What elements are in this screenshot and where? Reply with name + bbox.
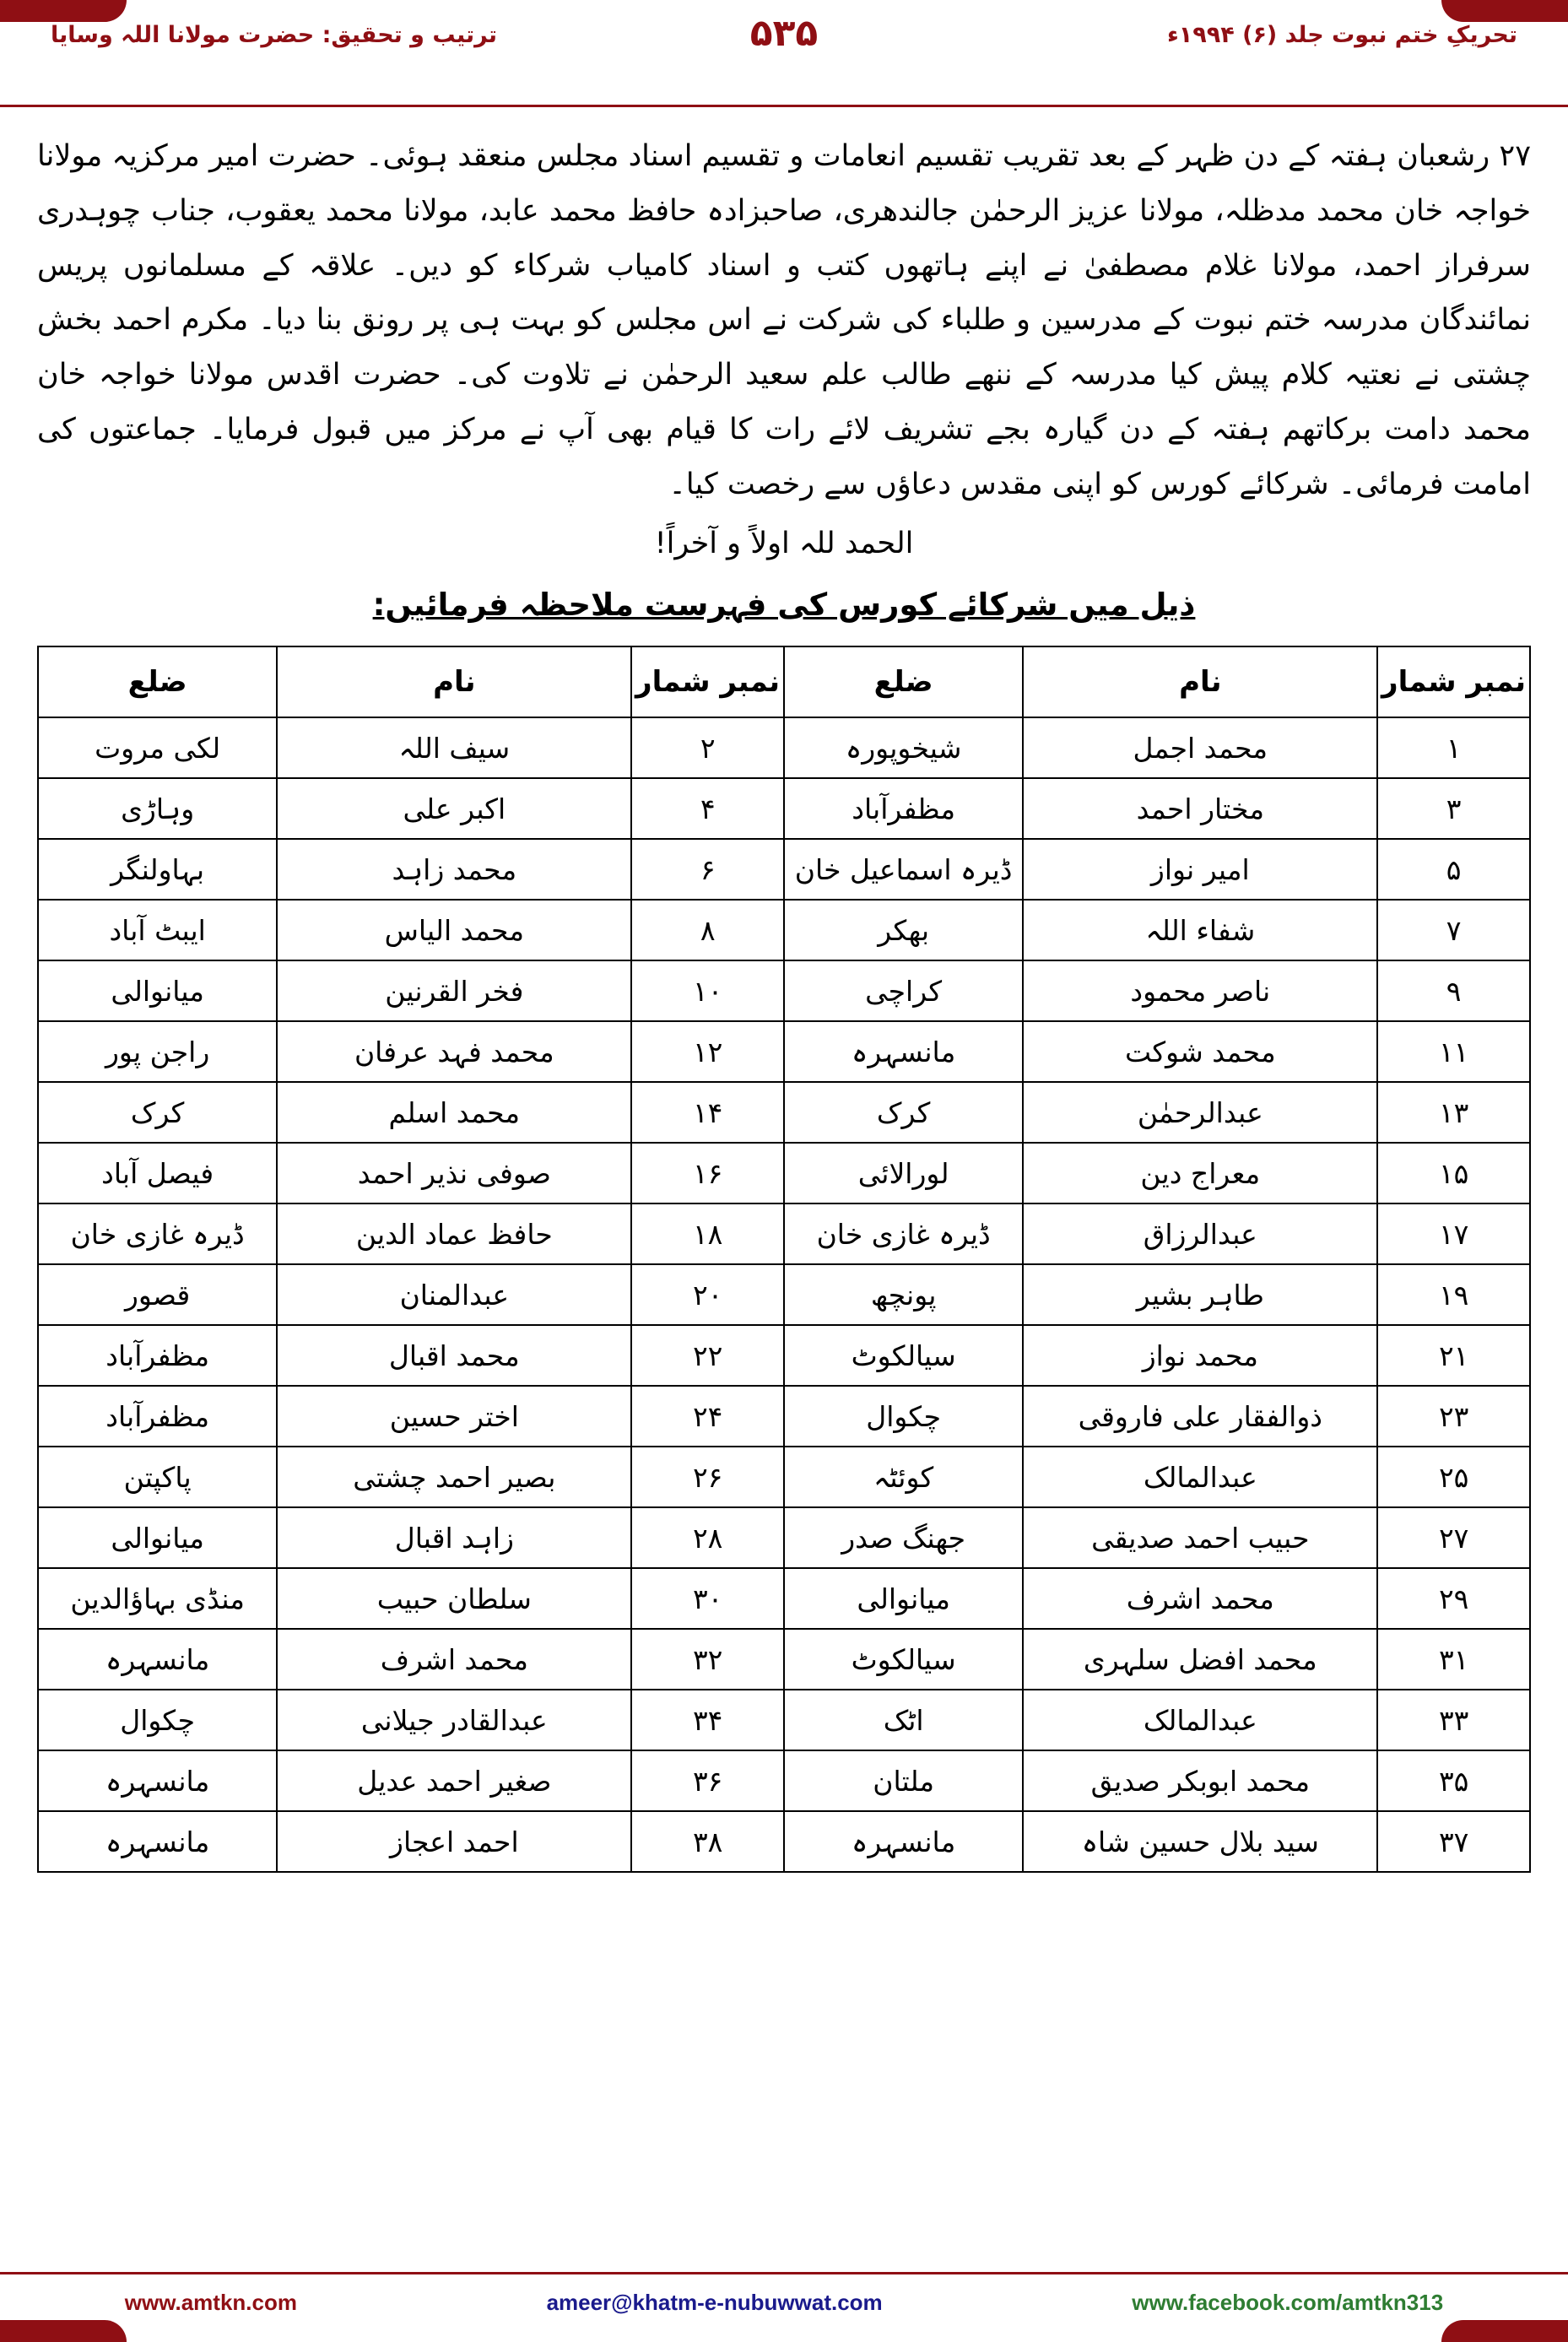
cell-serial-left: ۲۲ [631, 1325, 784, 1386]
header-name-right: نام [1023, 646, 1377, 717]
cell-serial-left: ۸ [631, 900, 784, 960]
cell-serial-right: ۳۱ [1377, 1629, 1530, 1690]
header-left-text: ترتیب و تحقیق: حضرت مولانا اللہ وسایا [51, 22, 498, 48]
cell-name-right: امیر نواز [1023, 839, 1377, 900]
body-text [0, 107, 1568, 634]
cell-district-left: چکوال [38, 1690, 277, 1750]
cell-serial-left: ۶ [631, 839, 784, 900]
cell-district-right: ملتان [784, 1750, 1023, 1811]
cell-district-left: مانسہرہ [38, 1811, 277, 1872]
cell-name-right: محمد شوکت [1023, 1021, 1377, 1082]
cell-district-left: فیصل آباد [38, 1143, 277, 1203]
page-header [0, 0, 1568, 107]
cell-name-left: عبدالقادر جیلانی [277, 1690, 631, 1750]
header-serial-left: نمبر شمار [631, 646, 784, 717]
cell-serial-left: ۴ [631, 778, 784, 839]
cell-serial-right: ۲۷ [1377, 1507, 1530, 1568]
table-header-row [38, 646, 1530, 717]
cell-district-left: ڈیرہ غازی خان [38, 1203, 277, 1264]
cell-name-right: محمد افضل سلہری [1023, 1629, 1377, 1690]
page-number: ۵۳۵ [749, 12, 819, 55]
cell-name-left: محمد اسلم [277, 1082, 631, 1143]
cell-district-right: چکوال [784, 1386, 1023, 1447]
paragraph-main: ۲۷ رشعبان ہفتہ کے دن ظہر کے بعد تقریب تقسیم انعامات و تقسیم اسناد مجلس منعقد ہوئی۔ حضرت امیر مرکزیہ مولانا خواجہ خان محمد مدظلہ، مولانا عزیز الرحمٰن جالندھری، صاحبزادہ حافظ محمد عابد، مولانا محمد یعقوب، جناب چوہدری سرفراز احمد، مولانا غلام مصطفیٰ نے اپنے ہاتھوں کتب و اسناد کامیاب شرکاء کو دیں۔ علاقہ کے مسلمانوں پریس نمائندگان مدرسہ ختم نبوت کے مدرسین و طلباء کی شرکت نے اس مجلس کو بہت ہی پر رونق بنا دیا۔ مکرم احمد بخش چشتی نے نعتیہ کلام پیش کیا مدرسہ کے ننھے طالب علم سعید الرحمٰن نے تلاوت کی۔ حضرت اقدس مولانا خواجہ خان محمد دامت برکاتھم ہفتہ کے دن گیارہ بجے تشریف لائے رات کا قیام بھی آپ نے مرکز میں قبول فرمایا۔ جماعتوں کی امامت فرمائی۔ شرکائے کورس کو اپنی مقدس دعاؤں سے رخصت کیا۔ [37, 139, 1531, 501]
cell-district-right: کراچی [784, 960, 1023, 1021]
cell-name-right: عبدالمالک [1023, 1447, 1377, 1507]
cell-name-left: بصیر احمد چشتی [277, 1447, 631, 1507]
cell-district-left: کرک [38, 1082, 277, 1143]
cell-name-right: محمد نواز [1023, 1325, 1377, 1386]
table-row [38, 1264, 1530, 1325]
cell-district-left: میانوالی [38, 960, 277, 1021]
cell-serial-right: ۳ [1377, 778, 1530, 839]
table-row [38, 717, 1530, 778]
footer-corner-right-decoration [1441, 2320, 1568, 2342]
roster-table-container [0, 646, 1568, 1873]
cell-district-right: سیالکوٹ [784, 1325, 1023, 1386]
cell-serial-left: ۲۴ [631, 1386, 784, 1447]
cell-district-right: کرک [784, 1082, 1023, 1143]
cell-name-right: محمد اجمل [1023, 717, 1377, 778]
table-row [38, 1750, 1530, 1811]
cell-district-right: مانسہرہ [784, 1811, 1023, 1872]
cell-name-right: عبدالرحمٰن [1023, 1082, 1377, 1143]
cell-serial-right: ۱۹ [1377, 1264, 1530, 1325]
cell-district-right: لورالائی [784, 1143, 1023, 1203]
cell-district-left: منڈی بہاؤالدین [38, 1568, 277, 1629]
header-right-text: تحریکِ ختم نبوت جلد (۶) ۱۹۹۴ء [1166, 22, 1517, 48]
table-row [38, 1386, 1530, 1447]
cell-district-left: لکی مروت [38, 717, 277, 778]
cell-district-right: سیالکوٹ [784, 1629, 1023, 1690]
cell-name-left: اکبر علی [277, 778, 631, 839]
cell-district-right: ڈیرہ غازی خان [784, 1203, 1023, 1264]
header-serial-right: نمبر شمار [1377, 646, 1530, 717]
cell-serial-left: ۲ [631, 717, 784, 778]
cell-serial-right: ۲۳ [1377, 1386, 1530, 1447]
table-row [38, 1325, 1530, 1386]
cell-name-right: سید بلال حسین شاہ [1023, 1811, 1377, 1872]
cell-name-left: اختر حسین [277, 1386, 631, 1447]
cell-name-left: عبدالمنان [277, 1264, 631, 1325]
email-link[interactable]: ameer@khatm-e-nubuwwat.com [546, 2290, 883, 2315]
cell-serial-left: ۱۴ [631, 1082, 784, 1143]
cell-name-left: محمد اشرف [277, 1629, 631, 1690]
table-row [38, 1021, 1530, 1082]
cell-district-left: راجن پور [38, 1021, 277, 1082]
cell-serial-right: ۱۵ [1377, 1143, 1530, 1203]
cell-district-right: ڈیرہ اسماعیل خان [784, 839, 1023, 900]
cell-name-left: محمد الیاس [277, 900, 631, 960]
cell-serial-left: ۳۸ [631, 1811, 784, 1872]
cell-name-right: طاہر بشیر [1023, 1264, 1377, 1325]
cell-district-right: مانسہرہ [784, 1021, 1023, 1082]
cell-district-left: مظفرآباد [38, 1386, 277, 1447]
cell-name-left: صوفی نذیر احمد [277, 1143, 631, 1203]
cell-serial-left: ۳۲ [631, 1629, 784, 1690]
cell-serial-right: ۱ [1377, 717, 1530, 778]
participants-table [37, 646, 1531, 1873]
table-row [38, 1568, 1530, 1629]
cell-district-right: مظفرآباد [784, 778, 1023, 839]
cell-district-left: وہاڑی [38, 778, 277, 839]
table-row [38, 839, 1530, 900]
paragraph-closing: الحمد للہ اولاً و آخراً! [654, 527, 914, 561]
website-link[interactable]: www.amtkn.com [124, 2290, 297, 2315]
cell-name-right: ذوالفقار علی فاروقی [1023, 1386, 1377, 1447]
cell-name-left: سیف اللہ [277, 717, 631, 778]
cell-serial-right: ۱۱ [1377, 1021, 1530, 1082]
header-corner-right-decoration [1441, 0, 1568, 22]
header-corner-left-decoration [0, 0, 127, 22]
cell-name-left: احمد اعجاز [277, 1811, 631, 1872]
cell-name-right: مختار احمد [1023, 778, 1377, 839]
header-district-left: ضلع [38, 646, 277, 717]
cell-name-right: عبدالرزاق [1023, 1203, 1377, 1264]
header-name-left: نام [277, 646, 631, 717]
cell-serial-right: ۲۱ [1377, 1325, 1530, 1386]
cell-district-right: میانوالی [784, 1568, 1023, 1629]
cell-serial-right: ۳۳ [1377, 1690, 1530, 1750]
cell-district-right: اٹک [784, 1690, 1023, 1750]
cell-name-left: فخر القرنین [277, 960, 631, 1021]
cell-name-left: زاہد اقبال [277, 1507, 631, 1568]
cell-name-right: عبدالمالک [1023, 1690, 1377, 1750]
cell-name-left: محمد اقبال [277, 1325, 631, 1386]
cell-serial-left: ۱۸ [631, 1203, 784, 1264]
cell-district-left: مانسہرہ [38, 1750, 277, 1811]
cell-serial-left: ۳۴ [631, 1690, 784, 1750]
table-row [38, 778, 1530, 839]
cell-serial-right: ۷ [1377, 900, 1530, 960]
table-row [38, 1507, 1530, 1568]
cell-name-right: معراج دین [1023, 1143, 1377, 1203]
table-body [38, 717, 1530, 1872]
cell-serial-right: ۳۵ [1377, 1750, 1530, 1811]
table-row [38, 900, 1530, 960]
table-head [38, 646, 1530, 717]
cell-name-left: محمد زاہد [277, 839, 631, 900]
cell-serial-left: ۳۰ [631, 1568, 784, 1629]
cell-name-left: محمد فہد عرفان [277, 1021, 631, 1082]
cell-name-right: حبیب احمد صدیقی [1023, 1507, 1377, 1568]
cell-name-right: محمد ابوبکر صدیق [1023, 1750, 1377, 1811]
cell-serial-right: ۹ [1377, 960, 1530, 1021]
cell-district-right: شیخوپورہ [784, 717, 1023, 778]
cell-serial-right: ۱۳ [1377, 1082, 1530, 1143]
cell-serial-right: ۲۹ [1377, 1568, 1530, 1629]
cell-serial-right: ۵ [1377, 839, 1530, 900]
cell-district-left: مانسہرہ [38, 1629, 277, 1690]
cell-district-right: کوئٹہ [784, 1447, 1023, 1507]
cell-serial-left: ۲۰ [631, 1264, 784, 1325]
footer-links [0, 2290, 1568, 2316]
table-row [38, 1203, 1530, 1264]
table-row [38, 960, 1530, 1021]
table-row [38, 1690, 1530, 1750]
header-district-right: ضلع [784, 646, 1023, 717]
table-row [38, 1143, 1530, 1203]
cell-name-right: شفاء اللہ [1023, 900, 1377, 960]
page-footer [0, 2272, 1568, 2342]
cell-district-right: جھنگ صدر [784, 1507, 1023, 1568]
cell-name-left: صغیر احمد عدیل [277, 1750, 631, 1811]
cell-serial-left: ۱۶ [631, 1143, 784, 1203]
cell-serial-right: ۱۷ [1377, 1203, 1530, 1264]
cell-district-right: پونچھ [784, 1264, 1023, 1325]
table-row [38, 1447, 1530, 1507]
cell-serial-left: ۲۶ [631, 1447, 784, 1507]
cell-name-left: سلطان حبیب [277, 1568, 631, 1629]
cell-name-right: محمد اشرف [1023, 1568, 1377, 1629]
cell-district-left: قصور [38, 1264, 277, 1325]
cell-name-left: حافظ عماد الدین [277, 1203, 631, 1264]
facebook-link[interactable]: www.facebook.com/amtkn313 [1132, 2290, 1444, 2315]
list-subheading: ذیل میں شرکائے کورس کی فہرست ملاحظہ فرمائیں: [372, 587, 1196, 623]
cell-district-left: میانوالی [38, 1507, 277, 1568]
cell-name-right: ناصر محمود [1023, 960, 1377, 1021]
cell-district-right: بھکر [784, 900, 1023, 960]
footer-corner-left-decoration [0, 2320, 127, 2342]
cell-district-left: ایبٹ آباد [38, 900, 277, 960]
cell-serial-left: ۱۰ [631, 960, 784, 1021]
cell-serial-left: ۱۲ [631, 1021, 784, 1082]
cell-serial-right: ۳۷ [1377, 1811, 1530, 1872]
table-row [38, 1082, 1530, 1143]
cell-district-left: مظفرآباد [38, 1325, 277, 1386]
cell-district-left: پاکپتن [38, 1447, 277, 1507]
table-row [38, 1629, 1530, 1690]
cell-serial-left: ۳۶ [631, 1750, 784, 1811]
cell-serial-right: ۲۵ [1377, 1447, 1530, 1507]
table-row [38, 1811, 1530, 1872]
cell-serial-left: ۲۸ [631, 1507, 784, 1568]
cell-district-left: بہاولنگر [38, 839, 277, 900]
